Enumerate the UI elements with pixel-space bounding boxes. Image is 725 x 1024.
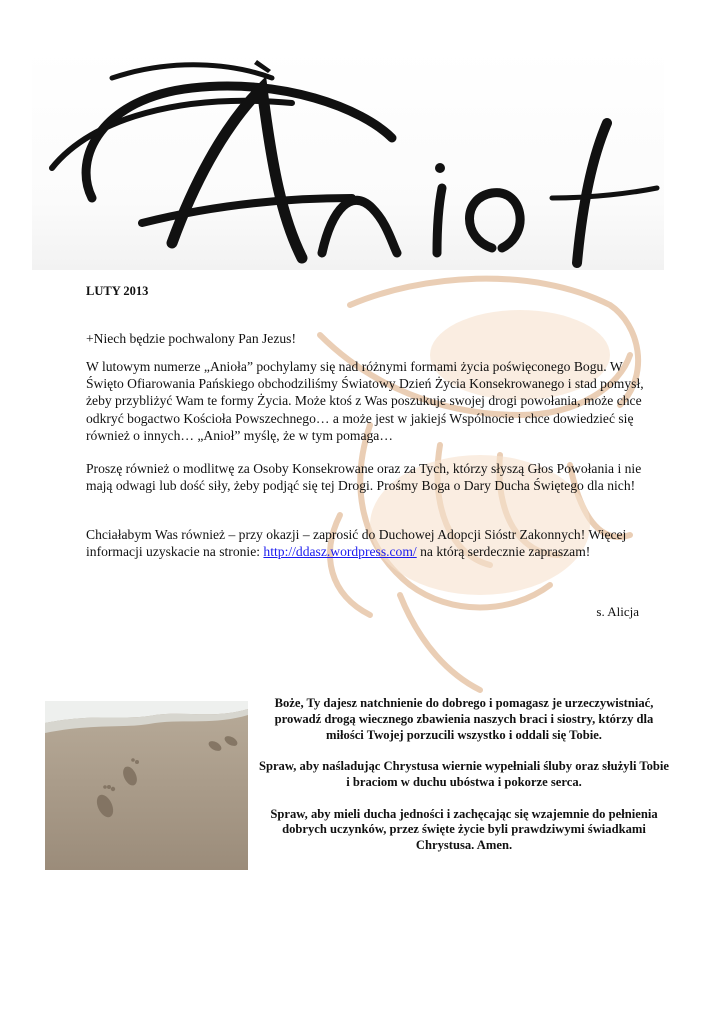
letter-paragraph-3: [86, 526, 646, 560]
letter-paragraph-2: Proszę również o modlitwę za Osoby Konsekrowane oraz za Tych, którzy słyszą Głos Powołania i nie mają odwagi lub dość siły, żeby podjąć się tej Drogi. Prośmy Boga o Dary Ducha Świętego dla nich!: [86, 461, 642, 494]
paragraph-3-end: na którą serdecznie zapraszam!: [416, 544, 591, 560]
prayer-paragraph-2: Spraw, aby naśladując Chrystusa wiernie wypełniali śluby oraz służyli Tobie i braciom w duchu ubóstwa i pokorze serca.: [258, 759, 670, 789]
prayer-paragraph-1: Boże, Ty dajesz natchnienie do dobrego i pomagasz je urzeczywistniać, prowadź drogą wiecznego zbawienia naszych braci i siostry, którzy dla miłości Twojej porzucili wszystko i oddali się Tobie.: [274, 696, 654, 742]
issue-date: LUTY 2013: [86, 284, 149, 298]
paragraph-3-text: Chciałabym Was również – przy okazji – zaprosić do Duchowej Adopcji Sióstr Zakonnych! Więcej informacji uzyskacie na stronie:: [86, 527, 627, 560]
greeting: +Niech będzie pochwalony Pan Jezus!: [86, 331, 296, 346]
letter-paragraph-1: W lutowym numerze „Anioła” pochylamy się nad różnymi formami życia poświęconego Bogu. W Święto Ofiarowania Pańskiego obchodziliśmy Światowy Dzień Życia Konsekrowanego i stad pomysł, żeby przybliżyć Wam te formy Życia. Może ktoś z Was poszukuje swojej drogi powołania, może chce odkryć bogactwo Kościoła Powszechnego… a może jest w jakiejś Wspólnocie i chce dowiedzieć się również o innych… „Anioł” myślę, że w tym pomaga…: [86, 359, 644, 443]
adoption-website-link[interactable]: http://ddasz.wordpress.com/: [263, 544, 417, 560]
signature: s. Alicja: [596, 604, 639, 619]
footprints-photo: [45, 701, 248, 870]
prayer-block: [258, 696, 670, 870]
prayer-paragraph-3: Spraw, aby mieli ducha jedności i zachęcając się wzajemnie do pełnienia dobrych uczynków, przez święte życie byli prawdziwymi świadkami Chrystusa. Amen.: [270, 806, 658, 853]
masthead-logo: [32, 48, 664, 270]
